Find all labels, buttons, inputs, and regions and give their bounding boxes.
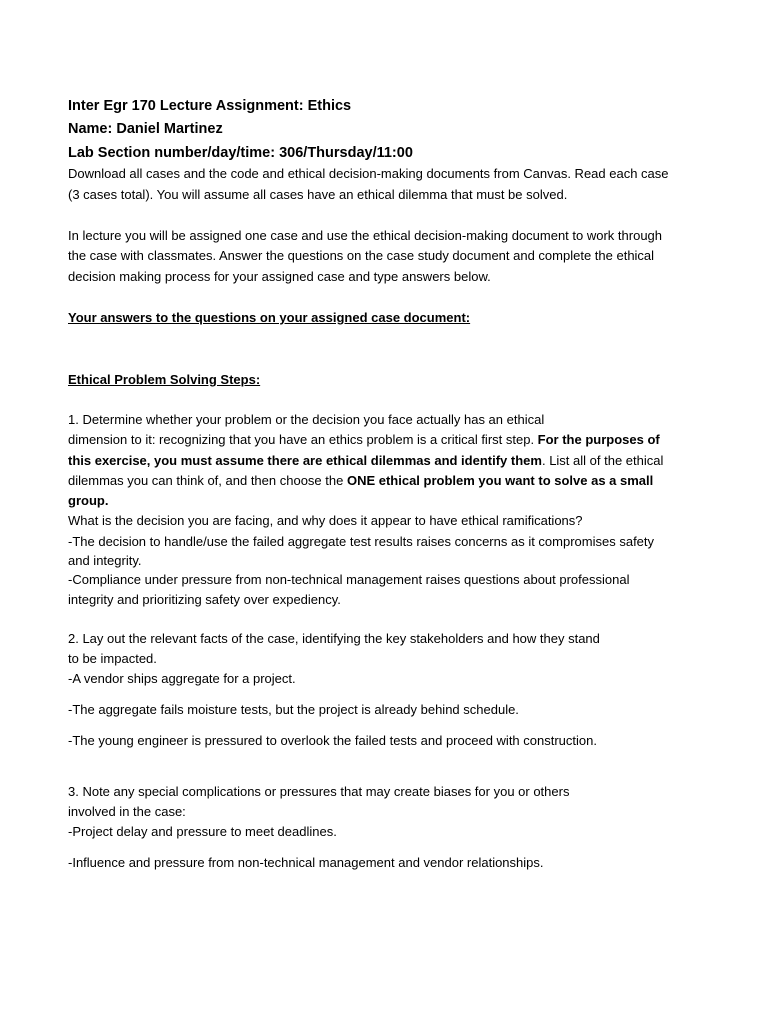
intro-line: In lecture you will be assigned one case and use the ethical decision-making document to work through [68, 228, 663, 243]
step1-text: dimension to it: recognizing that you have an ethics problem is a critical first step. [68, 432, 538, 447]
answers-heading: Your answers to the questions on your assigned case document: [68, 310, 471, 325]
step3-line: 3. Note any special complications or pressures that may create biases for you or others [68, 784, 570, 799]
step3-answer-line: -Project delay and pressure to meet deadlines. [68, 824, 337, 839]
step1-bold-text: For the purposes of [537, 432, 660, 447]
step1-question: What is the decision you are facing, and why does it appear to have ethical ramifications? [68, 513, 583, 528]
intro-line: decision making process for your assigned case and type answers below. [68, 269, 491, 284]
intro-line: (3 cases total). You will assume all cases have an ethical dilemma that must be solved. [68, 187, 568, 202]
assignment-title: Inter Egr 170 Lecture Assignment: Ethics [68, 98, 352, 114]
step1-line: group. [68, 493, 109, 508]
step1-answer-line: -Compliance under pressure from non-technical management raises questions about professional [68, 572, 630, 587]
step2-answer-line: -The young engineer is pressured to overlook the failed tests and proceed with construction. [68, 733, 597, 748]
step2-line: to be impacted. [68, 651, 157, 666]
step1-answer-line: integrity and prioritizing safety over expediency. [68, 592, 341, 607]
step2-answer-line: -A vendor ships aggregate for a project. [68, 671, 296, 686]
intro-line: the case with classmates. Answer the questions on the case study document and complete the ethical [68, 248, 655, 263]
intro-line: Download all cases and the code and ethical decision-making documents from Canvas. Read each case [68, 166, 669, 181]
step1-answer-line: -The decision to handle/use the failed aggregate test results raises concerns as it compromises safety [68, 534, 655, 549]
step1-line [68, 430, 660, 450]
step3-answer-line: -Influence and pressure from non-technical management and vendor relationships. [68, 855, 544, 870]
step1-line [68, 451, 663, 471]
step3-line: involved in the case: [68, 804, 186, 819]
steps-heading: Ethical Problem Solving Steps: [68, 372, 261, 387]
step1-bold-text: this exercise, you must assume there are ethical dilemmas and identify them [68, 453, 542, 468]
step1-text: dilemmas you can think of, and then choose the [68, 473, 347, 488]
lab-section: Lab Section number/day/time: 306/Thursday/11:00 [68, 145, 413, 161]
step2-answer-line: -The aggregate fails moisture tests, but the project is already behind schedule. [68, 702, 519, 717]
step1-text: . List all of the ethical [541, 453, 664, 468]
step1-bold-text: ONE ethical problem you want to solve as a small [346, 473, 654, 488]
step2-line: 2. Lay out the relevant facts of the case, identifying the key stakeholders and how they stand [68, 631, 600, 646]
step1-line: 1. Determine whether your problem or the decision you face actually has an ethical [68, 412, 545, 427]
student-name: Name: Daniel Martinez [68, 121, 223, 137]
step1-line [68, 471, 653, 491]
step1-answer-line: and integrity. [68, 553, 142, 568]
